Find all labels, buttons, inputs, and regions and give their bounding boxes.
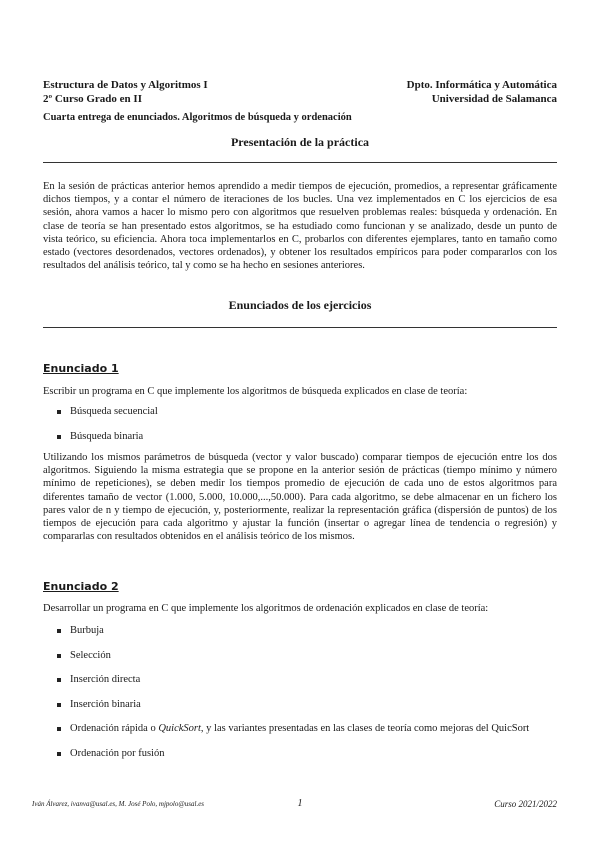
- section-title-presentation: Presentación de la práctica: [230, 135, 370, 149]
- list-item: Selección: [57, 649, 557, 663]
- enunciado-1-lead: Escribir un programa en C que implemente los algoritmos de búsqueda explicados en clase de teoría:: [43, 386, 468, 397]
- quicksort-prefix: Ordenación rápida o: [70, 723, 159, 734]
- quicksort-term: QuickSort: [158, 723, 201, 734]
- document-page: [32, 0, 557, 848]
- enunciado-1-heading: Enunciado 1: [43, 362, 119, 375]
- university-name: Universidad de Salamanca: [431, 93, 557, 105]
- footer-authors: Iván Álvarez, ivanva@usal.es, M. José Polo, mjpolo@usal.es: [32, 800, 205, 808]
- intro-paragraph: En la sesión de prácticas anterior hemos aprendido a medir tiempos de ejecución, promedios, a representar gráficamente dichos tiempos, y a contar el número de iteraciones de los bucles. Una vez implementados en C los ejercicios de esa sesión, ahora vamos a hacer lo mismo pero con algoritmos que resuelven problemas reales: búsqueda y ordenación. En clase de teoría se han presentado estos algoritmos, se ha estudiado como funcionan y se analizado, desde un punto de vista teórico, su eficiencia. Ahora toca implementarlos en C, probarlos con diferentes ejemplares, tanto en tamaño como estado (vectores desordenados, vectores ordenados), y obtener los resultados empíricos para poder compararlos con los resultados del análisis teórico, tal y como se ha hecho en sesiones anteriores.: [43, 181, 557, 272]
- page-number: 1: [297, 798, 303, 809]
- search-algorithms-list: [57, 405, 557, 443]
- list-item-quicksort: [57, 722, 557, 736]
- course-year: 2º Curso Grado en II: [43, 93, 142, 105]
- enunciado-2-heading: Enunciado 2: [43, 580, 119, 593]
- course-name: Estructura de Datos y Algoritmos I: [43, 79, 208, 91]
- enunciado-1-body: Utilizando los mismos parámetros de búsqueda (vector y valor buscado) comparar tiempos de ejecución entre los dos algoritmos. Siguiendo la misma estrategia que se propone en la anterior sesión de prácticas (tiempo mínimo y número mínimo de repeticiones), se deben medir los tiempos promedio de ejecución de cada uno de estos algoritmos para diferentes tamaño de vector (1.000, 5.000, 10.000,...,50.000). Para cada algoritmo, se debe almacenar en un fichero los pares valor de n y tiempo de ejecución, y, posteriormente, realizar la representación gráfica (dispersión de puntos) de los tiempos de ejecución para cada algoritmo y ajustar la función (insertar o agregar línea de tendencia o regresión) y compararlas con resultados obtenidos en el análisis teórico de los mismos.: [43, 452, 557, 543]
- list-item: Inserción binaria: [57, 698, 557, 712]
- document-subtitle: Cuarta entrega de enunciados. Algoritmos de búsqueda y ordenación: [43, 112, 352, 123]
- quicksort-suffix: , y las variantes presentadas en las clases de teoría como mejoras del QuicSort: [200, 723, 530, 734]
- divider: [43, 162, 557, 163]
- divider: [43, 327, 557, 328]
- department-name: Dpto. Informática y Automática: [406, 79, 557, 91]
- section-title-exercises: Enunciados de los ejercicios: [228, 298, 372, 312]
- list-item: Búsqueda secuencial: [57, 405, 557, 419]
- list-item: Inserción directa: [57, 673, 557, 687]
- footer-course: Curso 2021/2022: [494, 799, 557, 809]
- list-item: Búsqueda binaria: [57, 430, 557, 444]
- sorting-algorithms-list: [57, 624, 557, 760]
- list-item: Ordenación por fusión: [57, 747, 557, 761]
- list-item: Burbuja: [57, 624, 557, 638]
- enunciado-2-lead: Desarrollar un programa en C que implemente los algoritmos de ordenación explicados en clase de teoría:: [43, 603, 489, 614]
